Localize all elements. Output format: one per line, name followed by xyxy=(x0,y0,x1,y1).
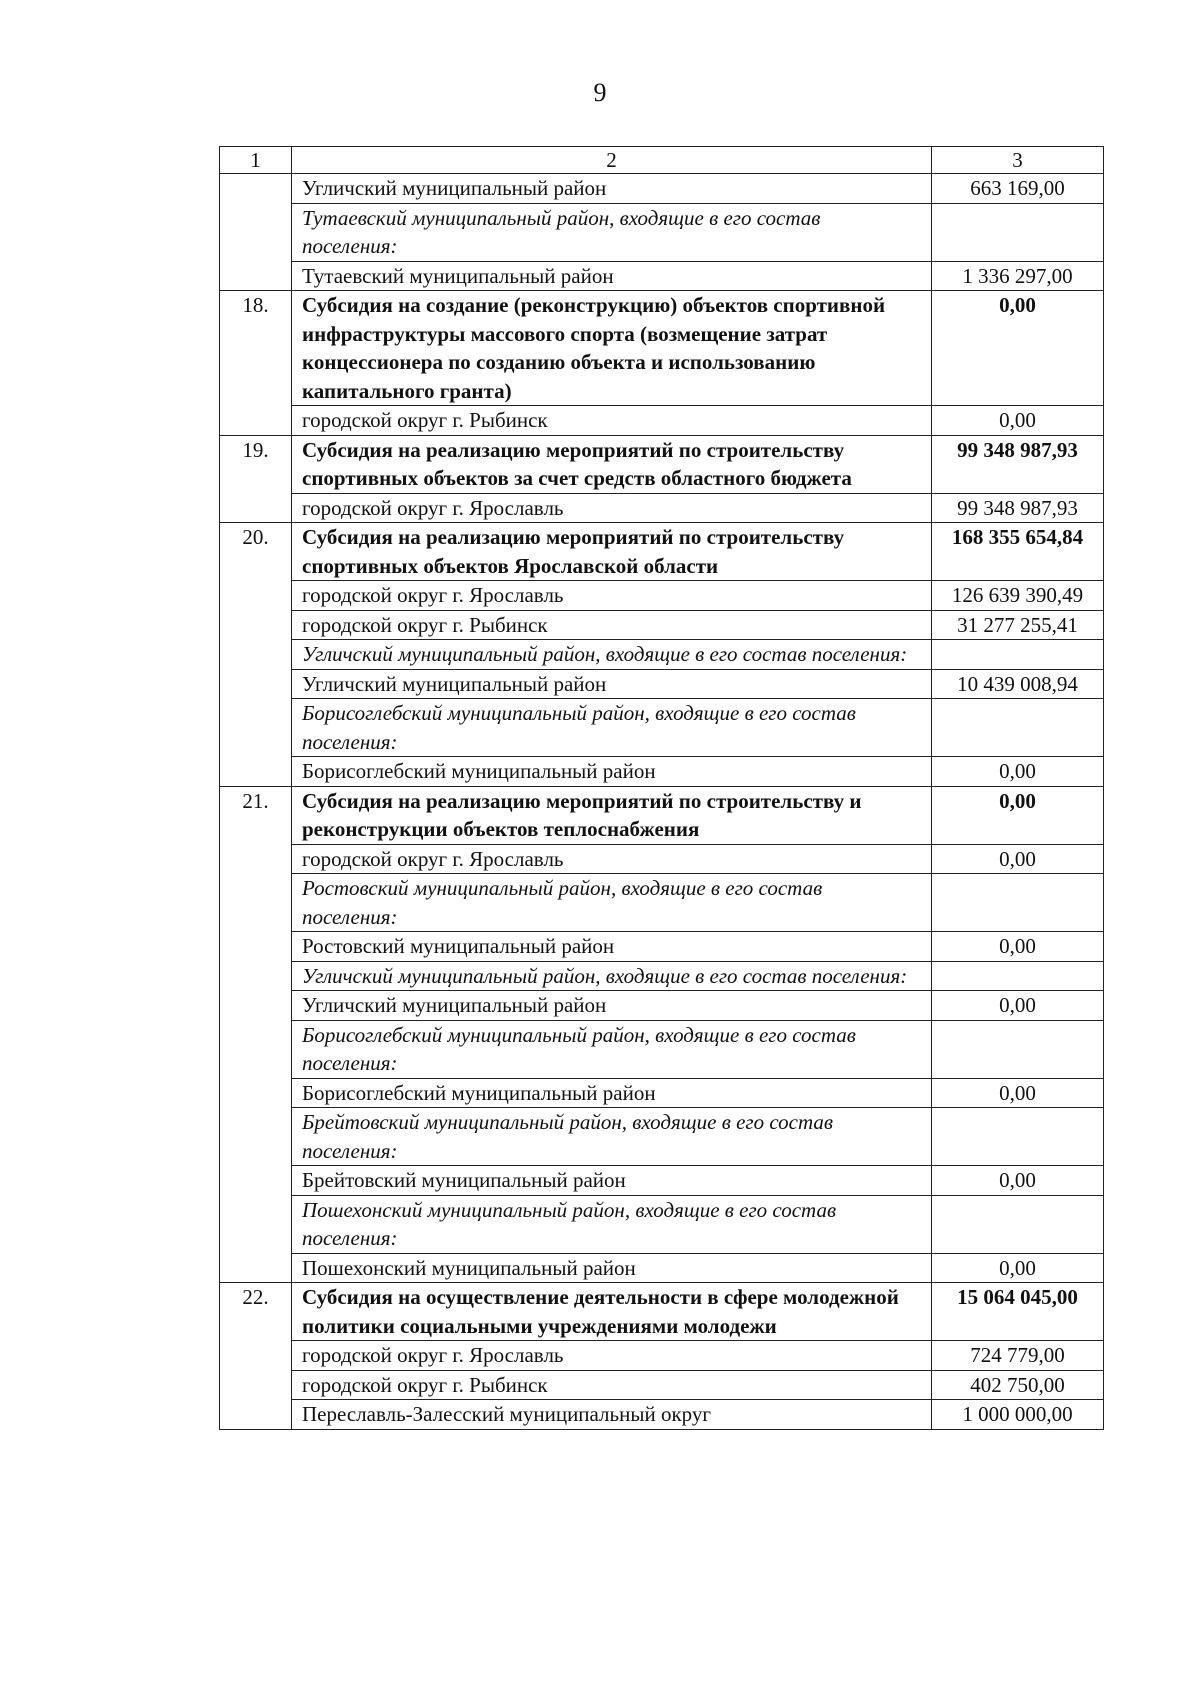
table-row xyxy=(220,844,1104,874)
table-row xyxy=(220,610,1104,640)
recipient-name: Брейтовский муниципальный район xyxy=(292,1166,932,1196)
recipient-amount: 1 336 297,00 xyxy=(932,261,1104,291)
row-number-cell xyxy=(220,174,292,291)
section-title-row xyxy=(220,523,1104,581)
recipient-amount: 31 277 255,41 xyxy=(932,610,1104,640)
recipient-name: Угличский муниципальный район, входящие в его состав поселения: xyxy=(292,640,932,670)
column-header-name: 2 xyxy=(292,147,932,174)
recipient-name: Брейтовский муниципальный район, входящие в его состав поселения: xyxy=(292,1108,932,1166)
recipient-name: Тутаевский муниципальный район xyxy=(292,261,932,291)
recipient-amount xyxy=(932,699,1104,757)
table-row xyxy=(220,406,1104,436)
recipient-name: городской округ г. Рыбинск xyxy=(292,406,932,436)
section-number: 21. xyxy=(220,786,292,1283)
table-row xyxy=(220,1195,1104,1253)
section-total: 15 064 045,00 xyxy=(932,1283,1104,1341)
page-number: 9 xyxy=(593,78,607,107)
section-title-row xyxy=(220,435,1104,493)
section-title-row xyxy=(220,291,1104,406)
recipient-amount: 0,00 xyxy=(932,1253,1104,1283)
table-row xyxy=(220,203,1104,261)
recipient-name: Борисоглебский муниципальный район, входящие в его состав поселения: xyxy=(292,1020,932,1078)
recipient-amount xyxy=(932,1020,1104,1078)
recipient-amount: 0,00 xyxy=(932,1078,1104,1108)
table-row xyxy=(220,932,1104,962)
recipient-amount xyxy=(932,961,1104,991)
section-total: 0,00 xyxy=(932,786,1104,844)
recipient-amount: 663 169,00 xyxy=(932,174,1104,204)
section-total: 0,00 xyxy=(932,291,1104,406)
section-total: 168 355 654,84 xyxy=(932,523,1104,581)
recipient-amount xyxy=(932,203,1104,261)
recipient-amount: 0,00 xyxy=(932,932,1104,962)
section-title-row xyxy=(220,1283,1104,1341)
table-row xyxy=(220,1400,1104,1430)
recipient-name: Угличский муниципальный район xyxy=(292,174,932,204)
table-row xyxy=(220,1166,1104,1196)
recipient-name: городской округ г. Ярославль xyxy=(292,1341,932,1371)
section-title: Субсидия на реализацию мероприятий по строительству спортивных объектов Ярославской области xyxy=(292,523,932,581)
recipient-amount: 0,00 xyxy=(932,1166,1104,1196)
table-row xyxy=(220,874,1104,932)
section-title: Субсидия на реализацию мероприятий по строительству спортивных объектов за счет средств областного бюджета xyxy=(292,435,932,493)
section-number: 20. xyxy=(220,523,292,787)
recipient-name: городской округ г. Ярославль xyxy=(292,493,932,523)
table-row xyxy=(220,991,1104,1021)
recipient-name: Ростовский муниципальный район, входящие в его состав поселения: xyxy=(292,874,932,932)
recipient-name: Борисоглебский муниципальный район xyxy=(292,1078,932,1108)
recipient-amount: 1 000 000,00 xyxy=(932,1400,1104,1430)
table-row xyxy=(220,1370,1104,1400)
table-row xyxy=(220,581,1104,611)
recipient-name: городской округ г. Рыбинск xyxy=(292,610,932,640)
table-row xyxy=(220,1020,1104,1078)
recipient-name: городской округ г. Ярославль xyxy=(292,844,932,874)
section-title: Субсидия на создание (реконструкцию) объектов спортивной инфраструктуры массового спорта (возмещение затрат концессионера по созданию объекта и использованию капитального гранта) xyxy=(292,291,932,406)
recipient-name: Переславль-Залесский муниципальный округ xyxy=(292,1400,932,1430)
header-row xyxy=(220,147,1104,174)
table-row xyxy=(220,1341,1104,1371)
table-row xyxy=(220,699,1104,757)
recipient-amount: 0,00 xyxy=(932,844,1104,874)
recipient-amount: 724 779,00 xyxy=(932,1341,1104,1371)
recipient-name: Пошехонский муниципальный район, входящие в его состав поселения: xyxy=(292,1195,932,1253)
table-row xyxy=(220,669,1104,699)
table-row xyxy=(220,261,1104,291)
recipient-amount xyxy=(932,640,1104,670)
recipient-name: Тутаевский муниципальный район, входящие в его состав поселения: xyxy=(292,203,932,261)
recipient-amount: 99 348 987,93 xyxy=(932,493,1104,523)
table-row xyxy=(220,961,1104,991)
recipient-name: городской округ г. Рыбинск xyxy=(292,1370,932,1400)
recipient-amount xyxy=(932,874,1104,932)
recipient-amount xyxy=(932,1195,1104,1253)
recipient-name: Борисоглебский муниципальный район xyxy=(292,757,932,787)
recipient-name: Ростовский муниципальный район xyxy=(292,932,932,962)
table-row xyxy=(220,1078,1104,1108)
recipient-amount: 10 439 008,94 xyxy=(932,669,1104,699)
section-number: 22. xyxy=(220,1283,292,1430)
recipient-name: городской округ г. Ярославль xyxy=(292,581,932,611)
section-title: Субсидия на реализацию мероприятий по строительству и реконструкции объектов теплоснабжения xyxy=(292,786,932,844)
column-header-number: 1 xyxy=(220,147,292,174)
recipient-amount: 402 750,00 xyxy=(932,1370,1104,1400)
recipient-amount xyxy=(932,1108,1104,1166)
recipient-amount: 0,00 xyxy=(932,406,1104,436)
section-number: 19. xyxy=(220,435,292,523)
section-title: Субсидия на осуществление деятельности в сфере молодежной политики социальными учреждениями молодежи xyxy=(292,1283,932,1341)
section-number: 18. xyxy=(220,291,292,436)
table-row xyxy=(220,640,1104,670)
table-row xyxy=(220,1108,1104,1166)
table-row xyxy=(220,493,1104,523)
recipient-name: Угличский муниципальный район, входящие в его состав поселения: xyxy=(292,961,932,991)
recipient-name: Пошехонский муниципальный район xyxy=(292,1253,932,1283)
recipient-name: Борисоглебский муниципальный район, входящие в его состав поселения: xyxy=(292,699,932,757)
table-row xyxy=(220,1253,1104,1283)
recipient-amount: 0,00 xyxy=(932,991,1104,1021)
column-header-amount: 3 xyxy=(932,147,1104,174)
section-title-row xyxy=(220,786,1104,844)
recipient-amount: 126 639 390,49 xyxy=(932,581,1104,611)
subsidy-table xyxy=(219,146,1104,1430)
table-body xyxy=(220,147,1104,1430)
recipient-name: Угличский муниципальный район xyxy=(292,991,932,1021)
recipient-name: Угличский муниципальный район xyxy=(292,669,932,699)
recipient-amount: 0,00 xyxy=(932,757,1104,787)
table-row xyxy=(220,174,1104,204)
section-total: 99 348 987,93 xyxy=(932,435,1104,493)
table-row xyxy=(220,757,1104,787)
